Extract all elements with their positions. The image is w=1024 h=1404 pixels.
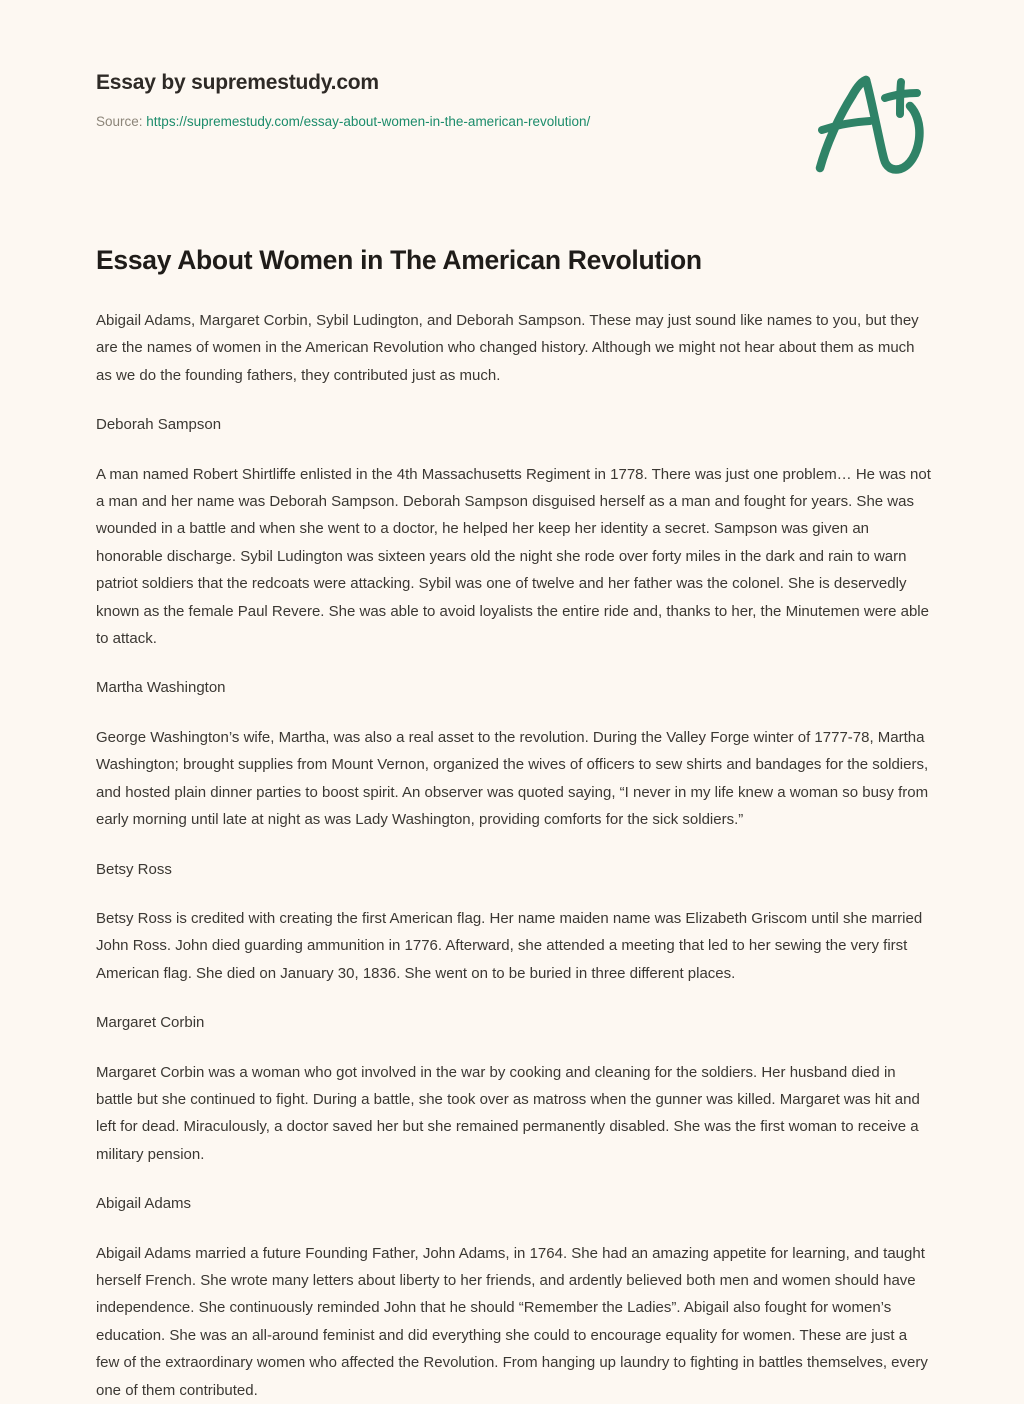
source-label: Source: (96, 114, 143, 129)
section-paragraph-deborah-sampson: A man named Robert Shirtliffe enlisted in the 4th Massachusetts Regiment in 1778. There was just one problem… He was not a man and her name was Deborah Sampson. Deborah Sampson disguised herself as a man and fought for years. She was wounded in a battle and when she went to a doctor, he helped her keep her identity a secret. Sampson was given an honorable discharge. Sybil Ludington was sixteen years old the night she rode over forty miles in the dark and rain to warn patriot soldiers that the redcoats were attacking. Sybil was one of twelve and her father was the colonel. She is deservedly known as the female Paul Revere. She was able to avoid loyalists the entire ride and, thanks to her, the Minutemen were able to attack. (96, 465, 931, 648)
source-line (96, 113, 590, 131)
section-heading-margaret-corbin: Margaret Corbin (96, 1014, 205, 1032)
a-plus-logo-icon (800, 72, 932, 176)
brand-title: Essay by supremestudy.com (96, 71, 379, 94)
section-heading-abigail-adams: Abigail Adams (96, 1195, 192, 1213)
section-paragraph-margaret-corbin: Margaret Corbin was a woman who got involved in the war by cooking and cleaning for the soldiers. Her husband died in battle but she continued to fight. During a battle, she took over as matross when the gunner was killed. Margaret was hit and left for dead. Miraculously, a doctor saved her but she remained permanently disabled. She was the first woman to receive a military pension. (96, 1063, 920, 1163)
section-paragraph-abigail-adams: Abigail Adams married a future Founding Father, John Adams, in 1764. She had an amazing appetite for learning, and taught herself French. She wrote many letters about liberty to her friends, and ardently believed both men and women should have independence. She continuously reminded John that he should “Remember the Ladies”. Abigail also fought for women’s education. She was an all-around feminist and did everything she could to encourage equality for women. These are just a few of the extraordinary women who affected the Revolution. From hanging up laundry to fighting in battles themselves, every one of them contributed. (96, 1244, 928, 1399)
section-paragraph-betsy-ross: Betsy Ross is credited with creating the first American flag. Her name maiden name was Elizabeth Griscom until she married John Ross. John died guarding ammunition in 1776. Afterward, she attended a meeting that led to her sewing the very first American flag. She died on January 30, 1836. She went on to be buried in three different places. (96, 909, 923, 982)
section-paragraph-martha-washington: George Washington’s wife, Martha, was also a real asset to the revolution. During the Valley Forge winter of 1777-78, Martha Washington; brought supplies from Mount Vernon, organized the wives of officers to sew shirts and bandages for the soldiers, and hosted plain dinner parties to boost spirit. An observer was quoted saying, “I never in my life knew a woman so busy from early morning until late at night as was Lady Washington, providing comforts for the sick soldiers.” (96, 728, 929, 829)
intro-paragraph: Abigail Adams, Margaret Corbin, Sybil Ludington, and Deborah Sampson. These may just sound like names to you, but they are the names of women in the American Revolution who changed history. Although we might not hear about them as much as we do the founding fathers, they contributed just as much. (96, 312, 919, 384)
brand-block (96, 70, 590, 131)
article-content (96, 307, 932, 1404)
section-heading-betsy-ross: Betsy Ross (96, 860, 172, 878)
section-heading-deborah-sampson: Deborah Sampson (96, 416, 222, 434)
page-header (0, 0, 1024, 185)
document-body (96, 243, 932, 1404)
source-url-link[interactable]: https://supremestudy.com/essay-about-women-in-the-american-revolution/ (146, 114, 591, 129)
page-title: Essay About Women in The American Revolution (96, 245, 702, 275)
a-plus-logo-glyph (800, 72, 932, 176)
section-heading-martha-washington: Martha Washington (96, 679, 226, 697)
